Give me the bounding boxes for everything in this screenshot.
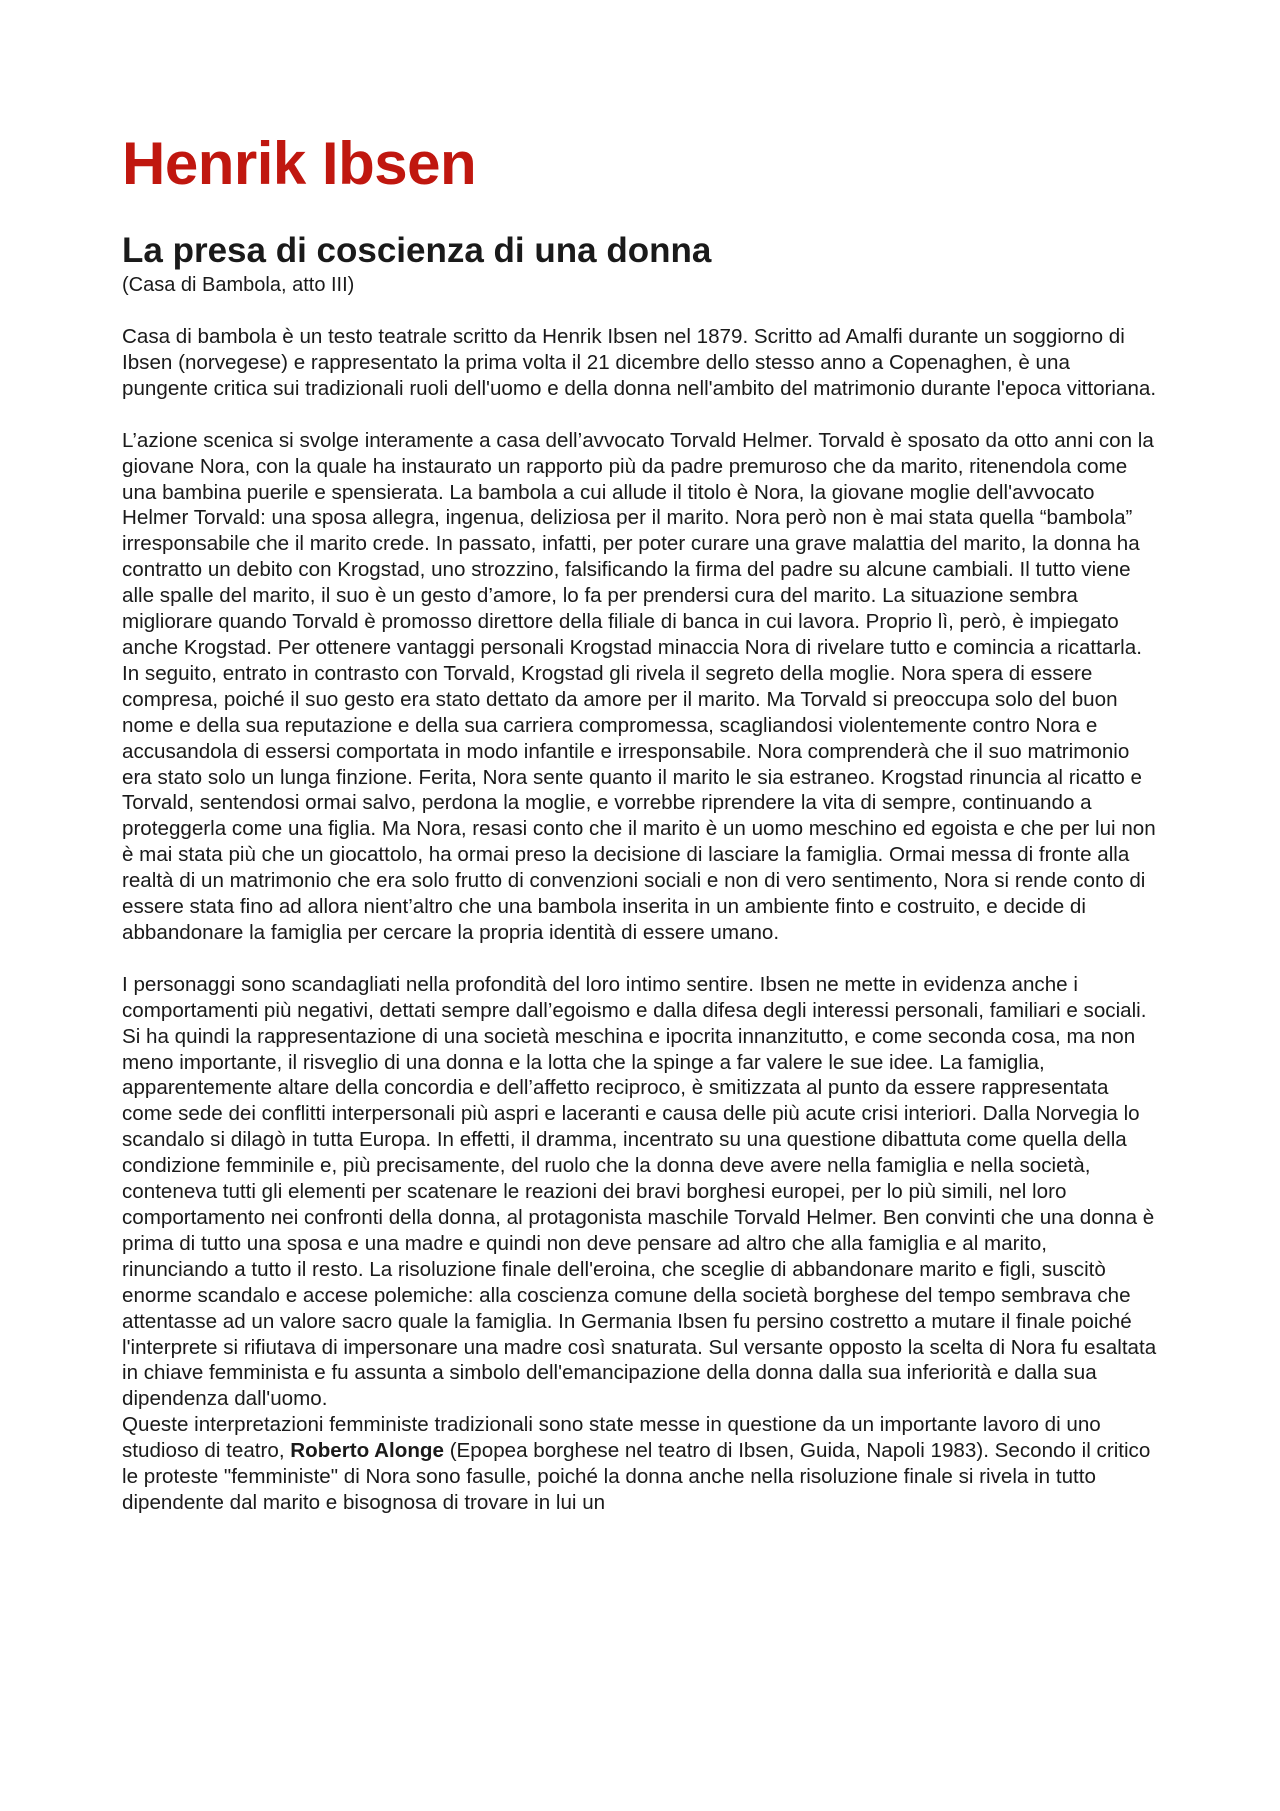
paragraph-analysis: I personaggi sono scandagliati nella profondità del loro intimo sentire. Ibsen ne mette in evidenza anche i comportamenti più negativi, dettati sempre dall’egoismo e dalla difesa degli interessi personali, familiari e sociali. Si ha quindi la rappresentazione di una società meschina e ipocrita innanzitutto, e come seconda cosa, ma non meno importante, il risveglio di una donna e la lotta che la spinge a far valere le sue idee. La famiglia, apparentemente altare della concordia e dell’affetto reciproco, è smitizzata al punto da essere rappresentata come sede dei conflitti interpersonali più aspri e laceranti e causa delle più acute crisi interiori. Dalla Norvegia lo scandalo si dilagò in tutta Europa. In effetti, il dramma, incentrato su una questione dibattuta come quella della condizione femminile e, più precisamente, del ruolo che la donna deve avere nella famiglia e nella società, conteneva tutti gli elementi per scatenare le reazioni dei bravi borghesi europei, per lo più simili, nel loro comportamento nei confronti della donna, al protagonista maschile Torvald Helmer. Ben convinti che una donna è prima di tutto una sposa e una madre e quindi non deve pensare ad altro che alla famiglia e al marito, rinunciando a tutto il resto. La risoluzione finale dell'eroina, che sceglie di abbandonare marito e figli, suscitò enorme scandalo e accese polemiche: alla coscienza comune della società borghese del tempo sembrava che attentasse ad un valore sacro quale la famiglia. In Germania Ibsen fu persino costretto a mutare il finale poiché l'interprete si rifiutava di impersonare una madre così snaturata. Sul versante opposto la scelta di Nora fu esaltata in chiave femminista e fu assunta a simbolo dell'emancipazione della donna dalla sua inferiorità e dalla sua dipendenza dall'uomo. (122, 972, 1157, 1411)
section-heading: La presa di coscienza di una donna (122, 231, 712, 270)
paragraph-intro: Casa di bambola è un testo teatrale scritto da Henrik Ibsen nel 1879. Scritto ad Amalfi durante un soggiorno di Ibsen (norvegese) e rappresentato la prima volta il 21 dicembre dello stesso anno a Copenaghen, è una pungente critica sui tradizionali ruoli dell'uomo e della donna nell'ambito del matrimonio durante l'epoca vittoriana. (122, 325, 1157, 400)
document-page (122, 128, 1158, 1516)
paragraph-interpretation (122, 1412, 1158, 1516)
paragraph-text-after: (Epopea borghese nel teatro di Ibsen, Guida, Napoli 1983). Secondo il critico le proteste "femministe" di Nora sono fasulle, poiché la donna anche nella risoluzione finale si rivela in tutto dipendente dal marito e bisognosa di trovare in lui un (122, 1439, 1151, 1514)
paragraph-text-before: Queste interpretazioni femministe tradizionali sono state messe in questione da un importante lavoro di uno studioso di teatro, (122, 1413, 1101, 1463)
critic-name: Roberto Alonge (290, 1439, 444, 1463)
source-reference: (Casa di Bambola, atto III) (122, 274, 355, 296)
document-title: Henrik Ibsen (122, 130, 477, 197)
paragraph-plot: L’azione scenica si svolge interamente a casa dell’avvocato Torvald Helmer. Torvald è sposato da otto anni con la giovane Nora, con la quale ha instaurato un rapporto più da padre premuroso che da marito, ritenendola come una bambina puerile e spensierata. La bambola a cui allude il titolo è Nora, la giovane moglie dell'avvocato Helmer Torvald: una sposa allegra, ingenua, deliziosa per il marito. Nora però non è mai stata quella “bambola” irresponsabile che il marito crede. In passato, infatti, per poter curare una grave malattia del marito, la donna ha contratto un debito con Krogstad, uno strozzino, falsificando la firma del padre su alcune cambiali. Il tutto viene alle spalle del marito, il suo è un gesto d’amore, lo fa per prendersi cura del marito. La situazione sembra migliorare quando Torvald è promosso direttore della filiale di banca in cui lavora. Proprio lì, però, è impiegato anche Krogstad. Per ottenere vantaggi personali Krogstad minaccia Nora di rivelare tutto e comincia a ricattarla. In seguito, entrato in contrasto con Torvald, Krogstad gli rivela il segreto della moglie. Nora spera di essere compresa, poiché il suo gesto era stato dettato da amore per il marito. Ma Torvald si preoccupa solo del buon nome e della sua reputazione e della sua carriera compromessa, scagliandosi violentemente contro Nora e accusandola di essersi comportata in modo infantile e irresponsabile. Nora comprenderà che il suo matrimonio era stato solo un lunga finzione. Ferita, Nora sente quanto il marito le sia estraneo. Krogstad rinuncia al ricatto e Torvald, sentendosi ormai salvo, perdona la moglie, e vorrebbe riprendere la vita di sempre, continuando a proteggerla come una figlia. Ma Nora, resasi conto che il marito è un uomo meschino ed egoista e che per lui non è mai stata più che un giocattolo, ha ormai preso la decisione di lasciare la famiglia. Ormai messa di fronte alla realtà di un matrimonio che era solo frutto di convenzioni sociali e non di vero sentimento, Nora si rende conto di essere stata fino ad allora nient’altro che una bambola inserita in un ambiente finto e costruito, e decide di abbandonare la famiglia per cercare la propria identità di essere umano. (122, 428, 1156, 944)
